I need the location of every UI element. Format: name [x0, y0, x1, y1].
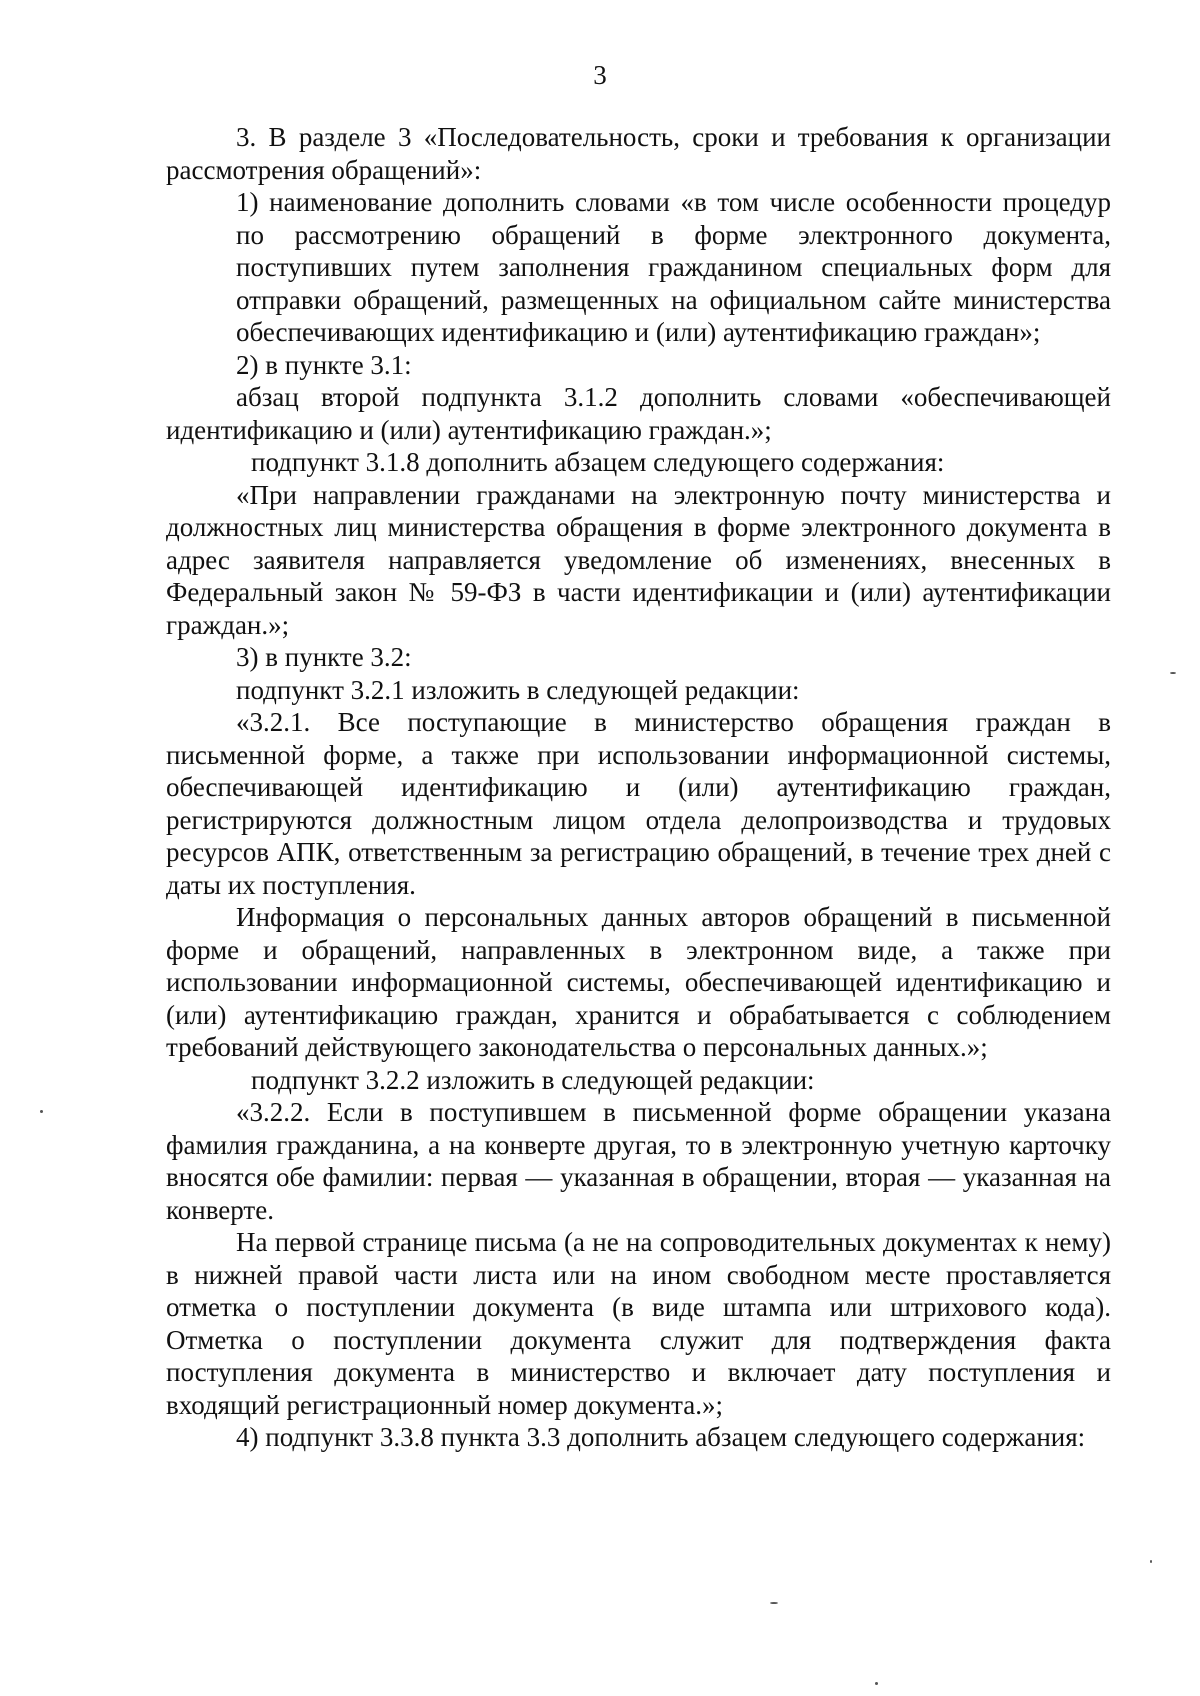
paragraph-item-2: 2) в пункте 3.1:	[236, 349, 412, 380]
paragraph-3-1-2: абзац второй подпункта 3.1.2 дополнить словами «обеспечивающей идентификацию и (или) аутентификацию граждан.»;	[166, 382, 1111, 445]
paragraph-quote-email: «При направлении гражданами на электронную почту министерства и должностных лиц министерства обращения в форме электронного документа в адрес заявителя направляется уведомление об изменениях, внесенных в Федеральный закон № 59-ФЗ в части идентификации и (или) аутентификации граждан.»;	[166, 479, 1111, 640]
scan-speck	[1170, 672, 1176, 674]
scan-speck	[1150, 1560, 1152, 1563]
paragraph-first-page: На первой странице письма (а не на сопроводительных документах к нему) в нижней правой части листа или на ином свободном месте проставляется отметка о поступлении документа (в виде штампа или штрихового кода). Отметка о поступлении документа служит для подтверждения факта поступления документа в министерство и включает дату поступления и входящий регистрационный номер документа.»;	[166, 1227, 1111, 1420]
paragraph-3-2-1: «3.2.1. Все поступающие в министерство обращения граждан в письменной форме, а также при использовании информационной системы, обеспечивающей идентификацию и (или) аутентификацию граждан, регистрируются должностным лицом отдела делопроизводства и трудовых ресурсов АПК, ответственным за регистрацию обращений, в течение трех дней с даты их поступления.	[166, 707, 1111, 900]
paragraph-item-4: 4) подпункт 3.3.8 пункта 3.3 дополнить абзацем следующего содержания:	[236, 1422, 1086, 1452]
paragraph-3-2-2-header: подпункт 3.2.2 изложить в следующей редакции:	[251, 1064, 815, 1095]
page-number: 3	[593, 60, 607, 90]
document-body	[166, 121, 1111, 1454]
scan-speck	[875, 1682, 878, 1685]
paragraph-item-1: 1) наименование дополнить словами «в том числе особенности процедур по рассмотрению обращений в форме электронного документа, поступивших путем заполнения гражданином специальных форм для отправки обращений, размещенных на официальном сайте министерства обеспечивающих идентификацию и (или) аутентификацию граждан»;	[236, 187, 1111, 347]
paragraph-section-3: 3. В разделе 3 «Последовательность, сроки и требования к организации рассмотрения обращений»:	[166, 122, 1111, 185]
paragraph-item-3: 3) в пункте 3.2:	[236, 642, 412, 672]
paragraph-3-2-2: «3.2.2. Если в поступившем в письменной форме обращении указана фамилия гражданина, а на конверте другая, то в электронную учетную карточку вносятся обе фамилии: первая — указанная в обращении, вторая — указанная на конверте.	[166, 1097, 1111, 1225]
paragraph-3-1-8: подпункт 3.1.8 дополнить абзацем следующего содержания:	[251, 447, 945, 477]
paragraph-personal-data: Информация о персональных данных авторов обращений в письменной форме и обращений, направленных в электронном виде, а также при использовании информационной системы, обеспечивающей идентификацию и (или) аутентификацию граждан, хранится и обрабатывается с соблюдением требований действующего законодательства о персональных данных.»;	[166, 902, 1111, 1062]
scan-speck	[770, 1602, 778, 1604]
scan-speck	[40, 1110, 43, 1113]
paragraph-3-2-1-header: подпункт 3.2.1 изложить в следующей редакции:	[236, 674, 800, 705]
